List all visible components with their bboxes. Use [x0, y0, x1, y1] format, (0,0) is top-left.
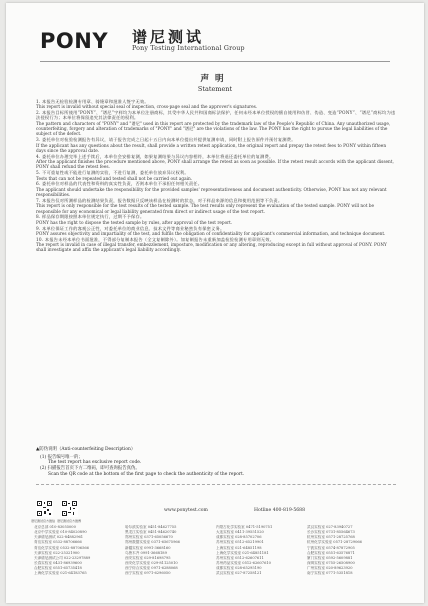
lab-column: [216, 525, 307, 577]
lab-entry: 乌鲁木齐 0991-3668189: [125, 550, 167, 555]
wechat-qr-icon: [36, 500, 53, 517]
anti-counterfeiting-notes: [36, 447, 396, 478]
qr-caption: 谱尼测试官方微信: [31, 519, 56, 523]
statement-cn: 10. 本报告未经本单位书面批准，不得部分复制本报告（全文复制除外）。如复制报告未重新加盖检验检测专用章则无效。: [36, 237, 275, 243]
lab-entry: 合肥实验室 0551-65735418: [34, 566, 82, 571]
lab-entry: 厦门实验室 0592-5609881: [307, 555, 353, 560]
lab-entry: 黑龙江实验室 0451-84620740: [125, 530, 177, 535]
lab-column: [34, 525, 125, 577]
page-title-cn: 声明: [200, 74, 230, 84]
website-text: www.ponytest.com: [164, 508, 208, 513]
lab-entry: 哈尔滨实验室 0451-84627755: [125, 525, 177, 529]
qr-caption: 谱尼测试官方微博: [57, 519, 82, 523]
logo-text: PONY: [40, 29, 109, 53]
lab-entry: 西宁综合实验室 0971-6288068: [125, 566, 178, 571]
lab-entry: 苏州实验室 0512-65219901: [216, 540, 264, 545]
lab-column: [125, 525, 216, 577]
statement-cn: 9. 本单位保证工作的客观公正性，对委托单位的商业信息、技术文件等商业秘密负有保密义务。: [36, 226, 225, 232]
lab-entry: 苏州药品实验室 0512-62607610: [216, 561, 271, 566]
lab-entry: 西安化学实验室 029-81125010: [125, 561, 178, 566]
lab-entry: 北京总部 010-83055000: [34, 525, 76, 529]
lab-entry: 上海实验室 021-64851198: [216, 545, 262, 550]
statement-item: [36, 215, 396, 226]
lab-entry: 广州实验室 020-89623920: [307, 566, 353, 571]
statement-en: This report is invalid without special seal of inspection, cross-page seal and the approver's signatures.: [36, 105, 258, 111]
lab-entry: 成都实验室 028-65295190: [216, 566, 262, 571]
lab-entry: 宁波实验室 0574-87872905: [307, 545, 355, 550]
lab-entry: 杭州化学实验室 0571-28729066: [307, 540, 362, 545]
lab-directory: [34, 525, 398, 577]
lab-entry: 北京中学实验室 010-84020890: [34, 530, 87, 535]
lab-entry: 成都实验室 028-85702706: [216, 535, 262, 540]
lab-entry: 合肥实验室 0551-63576871: [307, 550, 355, 555]
statement-en: The pattern and characters of "PONY" and "谱尼" used in this report are protected by the trademark law of the People's Republic of China. Any unauthorized usage, counterfeiting, forgery and alteration of trademarks of "PONY" and "谱尼" are the violations of the law. The PONY has the right to pursue the legal liabilities of the subject of the defect.: [36, 121, 391, 138]
statement-cn: 8. 样品保存期限按照本单位规定执行，过期不予保存。: [36, 215, 145, 221]
lab-entry: 新疆实验室 0991-3668160: [125, 545, 171, 550]
statement-item: [36, 138, 396, 154]
lab-entry: 西宁实验室 0971-6296050: [125, 571, 171, 576]
lab-entry: 青岛化学实验室 0532-88706566: [34, 545, 89, 550]
statement-list: [36, 100, 396, 254]
lab-entry: 郑州实验室 0371-65056670: [125, 535, 173, 540]
statement-en: This report is only responsible for the test results of the tested sample. The test results only represent the evaluation of the tested sample. PONY will not be responsible for any economical or legal liability generated from direct or indirect usage of the test report.: [36, 204, 374, 215]
lab-entry: 天津实验室 022-25321900: [34, 550, 80, 555]
lab-entry: 郑州数据实验室 0371-65675966: [125, 540, 180, 545]
company-header: [40, 25, 280, 59]
lab-entry: 长春实验室 0431-86939600: [34, 561, 82, 566]
statement-en: If the applicant has any questions about the result, shall provide a written retest application, the original report and prepay the retest fees to PONY within fifteen days since the approval date.: [36, 143, 387, 154]
lab-entry: 内蒙古化学实验室 0471-5190751: [216, 525, 273, 529]
statement-cn: 4. 委托单位办理完毕上述手续后，本单位会安排复测，如果复测结果与异议内容相符，本单位将退还委托单位的复测费。: [36, 154, 274, 160]
statement-item: [36, 199, 396, 215]
lab-entry: 大连实验室 0411-39551520: [216, 530, 264, 535]
lab-entry: 上海化学实验室 021-64851181: [216, 550, 269, 555]
statement-cn: 3. 委托单位对检验检测报告有异议，请于报告完成之日起十五日内向本单位提出并提供复测申请，同时附上报告原件并预付复测费。: [36, 138, 296, 144]
note-cn: (2) 扫描报告首页下方二维码，即可查询报告真伪。: [40, 466, 140, 472]
lab-entry: 上海化学实验室 021-64183765: [34, 571, 87, 576]
statement-item: [36, 100, 396, 111]
statement-en: PONY has the right to dispose the tested sample by rules, after approval of the test report.: [36, 220, 233, 226]
statement-item: [36, 227, 396, 238]
note-en: Scan the QR code at the bottom of the first page to check the authenticity of the report.: [48, 471, 245, 477]
lab-entry: 长沙实验室 0731-85564673: [307, 530, 355, 535]
lab-entry: 武汉实验室 027-83940727: [307, 525, 353, 529]
note-cn: (1) 报告编号唯一的；: [40, 454, 83, 460]
lab-entry: 青岛实验室 0532-88706666: [34, 540, 82, 545]
lab-entry: 南宁实验室 0771-5351818: [307, 571, 353, 576]
header-divider: [40, 61, 390, 62]
lab-entry: 深圳实验室 0755-26508900: [307, 561, 355, 566]
note-en: The test report has exclusive report code.: [48, 460, 142, 466]
statement-cn: 5. 不可重复性或不能进行复测的实验，不进行复测，委托单位放弃异议权利。: [36, 171, 189, 177]
statement-item: [36, 111, 396, 137]
statement-item: [36, 171, 396, 182]
statement-en: The report is invalid in case of illegal transfer, embezzlement, imposture, modification or any altering, reproducing except in full without approval of PONY. PONY shall investigate and affix the applicant's legal liability accordingly.: [36, 243, 387, 254]
lab-entry: 苏州实验室 0512-62607611: [216, 555, 264, 560]
hotline-text: Hotline 400-819-5688: [254, 508, 306, 513]
page-title-en: Statement: [197, 85, 233, 93]
lab-entry: 天津谱尼测试公司 022-23297889: [34, 555, 91, 560]
statement-en: Tests that can not be repeated and tested shall not be carried out again.: [36, 176, 193, 182]
statement-item: [36, 182, 396, 198]
document-page: [6, 3, 424, 603]
statement-en: The applicant should undertake the responsibility for the provided samples' representativeness and document authenticity. Otherwise, PONY has not any relevant responsibilities.: [36, 187, 387, 199]
statement-cn: 1. 本报告无检验检测专用章、骑缝章和批准人签字无效。: [36, 100, 149, 105]
lab-entry: 武汉实验室 027-87258121: [216, 571, 262, 576]
lab-entry: 西安实验室 029-81698795: [125, 555, 171, 560]
notes-title: ▲防伪说明（Anti-counterfeiting Description）: [36, 447, 136, 452]
statement-cn: 2. 本报告目标所使用“PONY”、“谱尼”字样均为本单位注册商标，其受中华人民共和国商标法保护，任何未经本单位授权的擅自使用和仿冒、伪造、变造“PONY”、“谱尼”商标均为违法侵权行为；本单位将保留追究其法律责任的权利。: [36, 111, 396, 122]
statement-cn: 6. 委托单位对样品的代表性和资料的真实性负责，否则本单位不承担任何相关责任。: [36, 182, 203, 188]
statement-cn: 7. 本报告仅对所测样品的检测结果负责，报告数据只反映该样品在检测时的状态，对于样品来源的信息和使用范围等不负责。: [36, 198, 283, 204]
weibo-qr-icon: [61, 500, 78, 517]
statement-item: [36, 238, 396, 254]
statement-en: PONY assures objectivity and impartiality of the test, and fulfils the obligation of confidentiality for applicant's commercial information, and technique document.: [36, 231, 386, 237]
lab-entry: 天津谱尼测试 022-84882961: [34, 535, 84, 540]
company-name-en: Pony Testing International Group: [132, 45, 245, 52]
lab-column: [307, 525, 398, 577]
footer-divider: [36, 484, 396, 485]
company-name-cn: 谱尼测试: [132, 28, 205, 46]
statement-en: After the applicant finishes the procedure mentioned above, PONY shall arrange the retest as soon as possible. If the retest result accords with the applicant dissent, PONY shall refund the retest fees.: [36, 160, 394, 171]
lab-entry: 杭州实验室 0571-28725768: [307, 535, 355, 540]
statement-item: [36, 155, 396, 171]
